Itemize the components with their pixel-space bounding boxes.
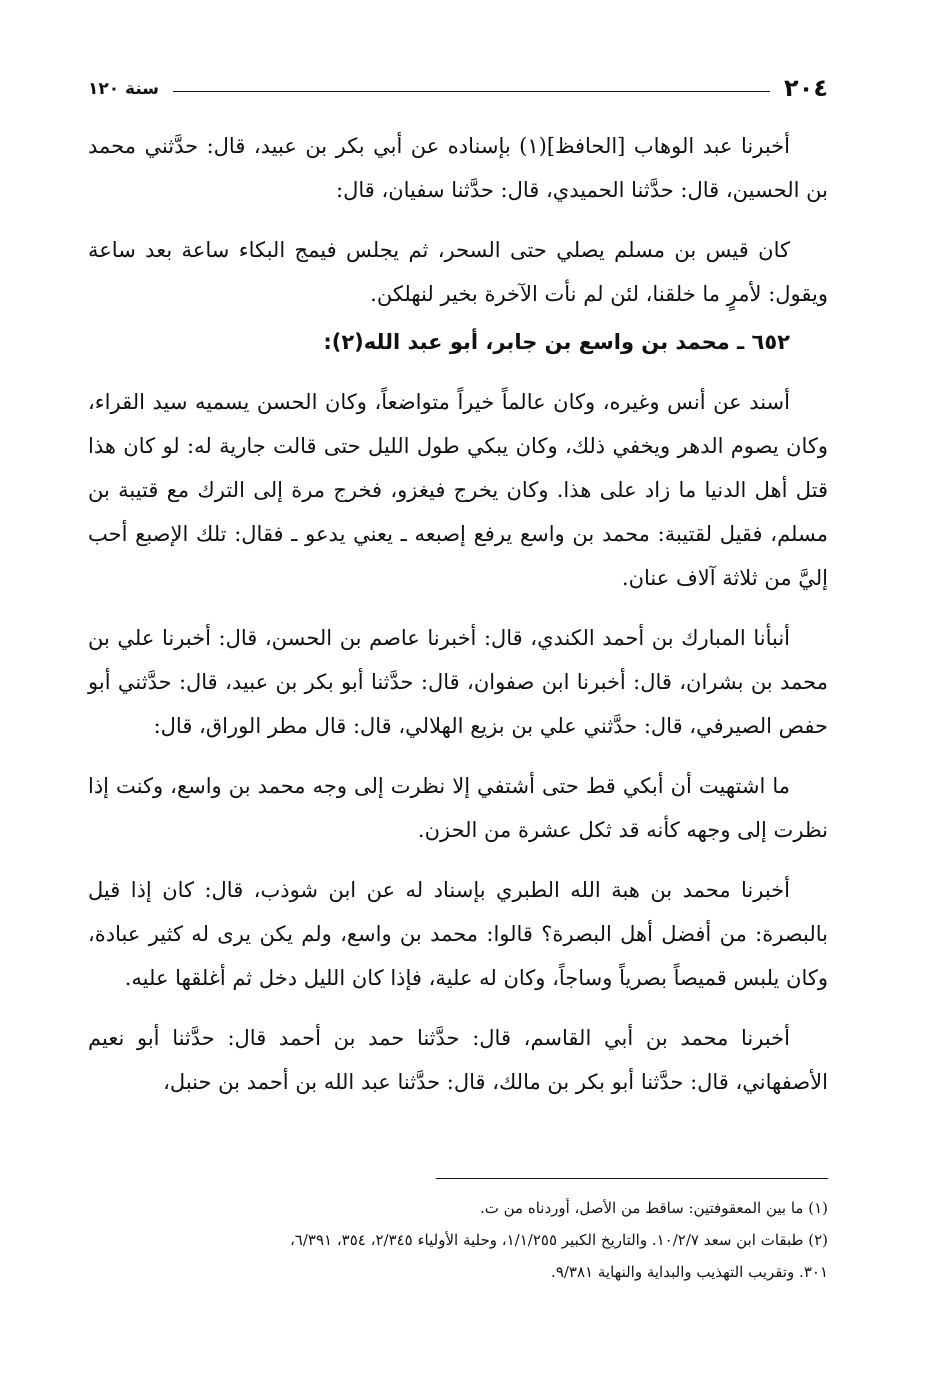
page-number: ٢٠٤ <box>784 74 828 102</box>
footnote-1: (١) ما بين المعقوفتين: ساقط من الأصل، أوردناه من ت. <box>479 1199 828 1217</box>
paragraph-5: ما اشتهيت أن أبكي قط حتى أشتفي إلا نظرت إلى وجه محمد بن واسع، وكنت إذا نظرت إلى وجهه كأنه قد ثكل عشرة من الحزن. <box>88 774 828 842</box>
paragraph-1: أخبرنا عبد الوهاب [الحافظ](١) بإسناده عن أبي بكر بن عبيد، قال: حدَّثني محمد بن الحسين، قال: حدَّثنا الحميدي، قال: حدَّثنا سفيان، قال: <box>88 134 828 202</box>
biography-heading: ٦٥٢ ـ محمد بن واسع بن جابر، أبو عبد الله(٢): <box>323 330 790 354</box>
paragraph-4: أنبأنا المبارك بن أحمد الكندي، قال: أخبرنا عاصم بن الحسن، قال: أخبرنا علي بن محمد بن بشران، قال: أخبرنا ابن صفوان، قال: حدَّثنا أبو بكر بن عبيد، قال: حدَّثني أبو حفص الصيرفي، قال: حدَّثني علي بن بزيع الهلالي، قال: قال مطر الوراق، قال: <box>88 626 828 738</box>
paragraph-6: أخبرنا محمد بن هبة الله الطبري بإسناد له عن ابن شوذب، قال: كان إذا قيل بالبصرة: من أفضل أهل البصرة؟ قالوا: محمد بن واسع، ولم يكن يرى له كثير عبادة، وكان يلبس قميصاً بصرياً وساجاً، وكان له علية، فإذا كان الليل دخل ثم أغلقها عليه. <box>88 878 828 990</box>
paragraph-7: أخبرنا محمد بن أبي القاسم، قال: حدَّثنا حمد بن أحمد قال: حدَّثنا أبو نعيم الأصفهاني، قال: حدَّثنا أبو بكر بن مالك، قال: حدَّثنا عبد الله بن أحمد بن حنبل، <box>88 1026 828 1094</box>
footnote-2-continued: ٣٠١. وتقريب التهذيب والبداية والنهاية ٩/٣٨١. <box>551 1263 828 1281</box>
paragraph-2: كان قيس بن مسلم يصلي حتى السحر، ثم يجلس فيمج البكاء ساعة بعد ساعة ويقول: لأمرٍ ما خلقنا، لئن لم نأت الآخرة بخير لنهلكن. <box>88 238 828 306</box>
page-body <box>88 124 828 1104</box>
footnote-2: (٢) طبقات ابن سعد ١٠/٢/٧. والتاريخ الكبير ١/١/٢٥٥، وحلية الأولياء ٢/٣٤٥، ٣٥٤، ٦/٣٩١، <box>289 1231 828 1249</box>
footnotes <box>88 1192 828 1288</box>
page-header <box>88 66 828 100</box>
header-rule <box>173 91 770 92</box>
footnote-rule <box>436 1178 828 1179</box>
running-head: سنة ١٢٠ <box>88 79 160 99</box>
paragraph-3: أسند عن أنس وغيره، وكان عالماً خيراً متواضعاً، وكان الحسن يسميه سيد القراء، وكان يصوم الدهر ويخفي ذلك، وكان يبكي طول الليل حتى قالت جارية له: لو كان هذا قتل أهل الدنيا ما زاد على هذا. وكان يخرج فيغزو، فخرج مرة إلى الترك مع قتيبة بن مسلم، فقيل لقتيبة: محمد بن واسع يرفع إصبعه ـ يعني يدعو ـ فقال: تلك الإصبع أحب إليَّ من ثلاثة آلاف عنان. <box>88 390 828 590</box>
